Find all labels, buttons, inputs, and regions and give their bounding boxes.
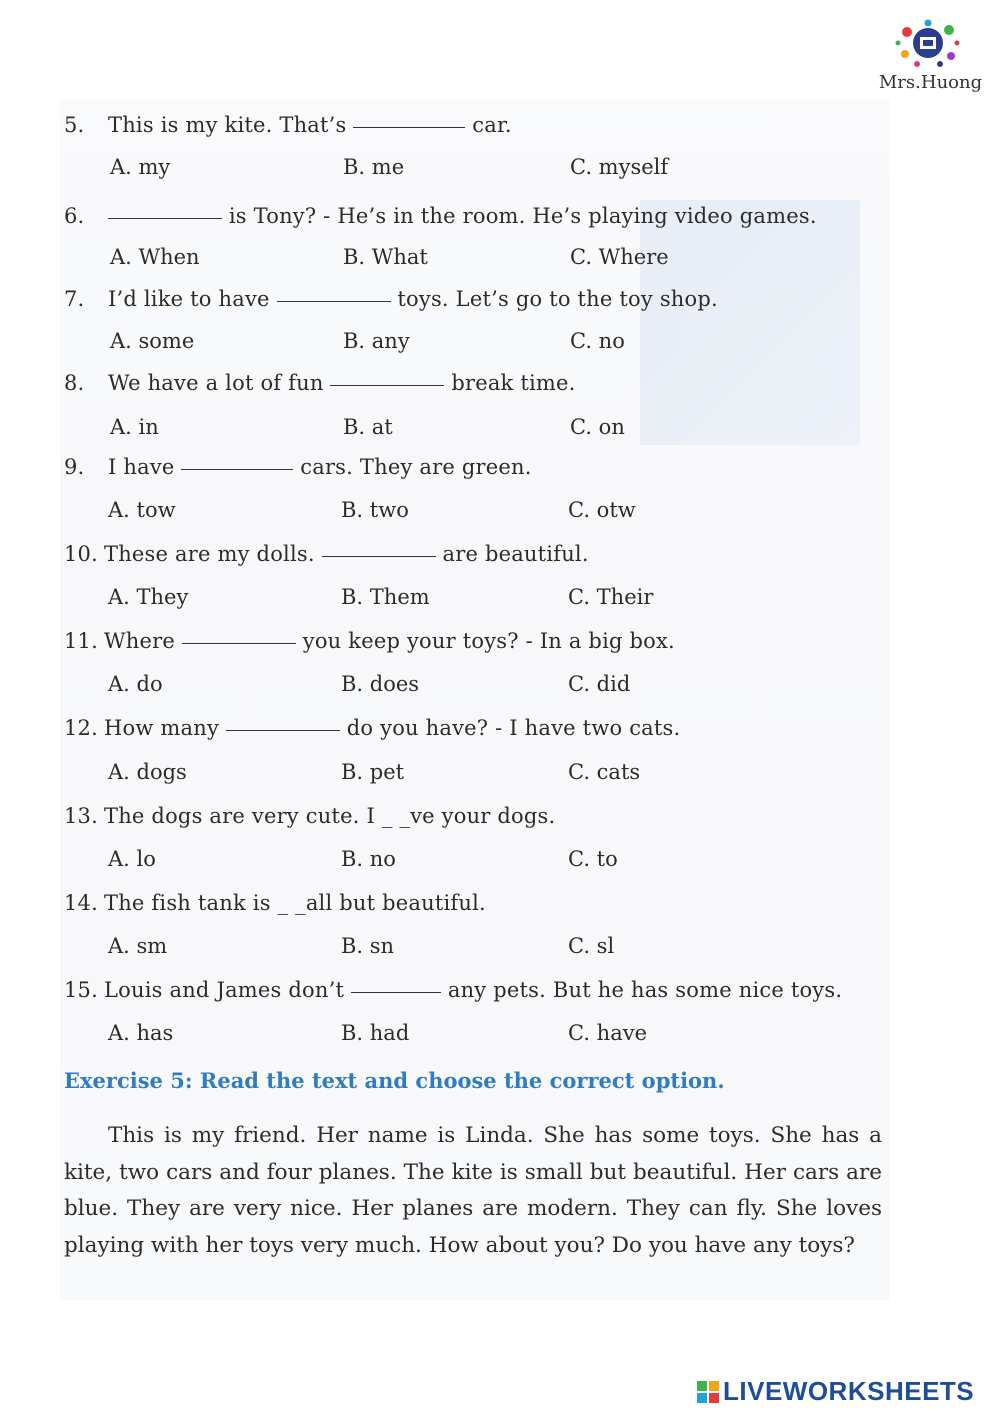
question-text-after: you keep your toys? - In a big box.: [295, 629, 675, 653]
logo-graphic-icon: [893, 18, 963, 68]
question-9: [64, 455, 532, 479]
option-c[interactable]: C. on: [570, 415, 625, 439]
option-a[interactable]: A. has: [108, 1021, 174, 1045]
question-text-after: toys. Let’s go to the toy shop.: [390, 287, 718, 311]
question-number: 5.: [64, 113, 85, 137]
option-a[interactable]: A. They: [108, 585, 189, 609]
question-text-before: This is my kite. That’s: [108, 113, 354, 137]
question-14: [64, 891, 486, 915]
question-number: 7.: [64, 287, 85, 311]
answer-blank[interactable]: [353, 126, 465, 128]
option-b[interactable]: B. does: [341, 672, 420, 696]
question-number: 13.: [64, 804, 98, 828]
answer-blank[interactable]: [322, 555, 436, 557]
answer-blank[interactable]: [182, 642, 296, 644]
option-c[interactable]: C. Where: [570, 245, 669, 269]
option-b[interactable]: B. had: [341, 1021, 410, 1045]
question-text-before: These are my dolls.: [104, 542, 322, 566]
option-b[interactable]: B. Them: [341, 585, 430, 609]
question-5: [64, 113, 512, 137]
question-number: 12.: [64, 716, 98, 740]
option-a[interactable]: A. in: [110, 415, 159, 439]
question-text-before: How many: [104, 716, 226, 740]
question-text-after: are beautiful.: [435, 542, 589, 566]
option-b[interactable]: B. two: [341, 498, 409, 522]
option-a[interactable]: A. tow: [108, 498, 176, 522]
exercise-5-heading: Exercise 5: Read the text and choose the correct option.: [64, 1068, 725, 1093]
question-number: 9.: [64, 455, 85, 479]
question-text-after: do you have? - I have two cats.: [339, 716, 681, 740]
option-b[interactable]: B. any: [343, 329, 410, 353]
option-b[interactable]: B. pet: [341, 760, 405, 784]
question-number: 15.: [64, 978, 98, 1002]
option-c[interactable]: C. Their: [568, 585, 654, 609]
option-c[interactable]: C. have: [568, 1021, 648, 1045]
question-text: The fish tank is _ _all but beautiful.: [104, 891, 486, 915]
answer-blank[interactable]: [351, 991, 441, 993]
liveworksheets-logo-icon: [697, 1381, 719, 1403]
option-a[interactable]: A. dogs: [108, 760, 187, 784]
option-a[interactable]: A. my: [110, 155, 171, 179]
question-13: [64, 804, 555, 828]
option-c[interactable]: C. otw: [568, 498, 636, 522]
question-7: [64, 287, 718, 311]
option-a[interactable]: A. some: [110, 329, 195, 353]
question-6: [64, 204, 817, 228]
question-11: [64, 629, 675, 653]
option-a[interactable]: A. When: [110, 245, 200, 269]
question-12: [64, 716, 680, 740]
question-text-after: cars. They are green.: [293, 455, 532, 479]
option-b[interactable]: B. me: [343, 155, 405, 179]
answer-blank[interactable]: [108, 217, 222, 219]
question-text-before: I’d like to have: [108, 287, 277, 311]
option-c[interactable]: C. to: [568, 847, 618, 871]
question-10: [64, 542, 589, 566]
question-15: [64, 978, 842, 1002]
footer-brand-label: LIVEWORKSHEETS: [723, 1376, 975, 1406]
question-text: The dogs are very cute. I _ _ve your dogs.: [104, 804, 556, 828]
option-c[interactable]: C. cats: [568, 760, 641, 784]
question-8: [64, 371, 576, 395]
option-b[interactable]: B. sn: [341, 934, 395, 958]
option-b[interactable]: B. What: [343, 245, 428, 269]
answer-blank[interactable]: [226, 729, 340, 731]
question-text-after: car.: [465, 113, 512, 137]
question-text-after: any pets. But he has some nice toys.: [440, 978, 843, 1002]
answer-blank[interactable]: [277, 300, 391, 302]
answer-blank[interactable]: [330, 384, 444, 386]
question-text-after: is Tony? - He’s in the room. He’s playing video games.: [222, 204, 817, 228]
option-a[interactable]: A. sm: [108, 934, 168, 958]
footer-brand: [697, 1376, 997, 1408]
question-number: 14.: [64, 891, 98, 915]
logo: [873, 18, 988, 98]
answer-blank[interactable]: [181, 468, 293, 470]
option-b[interactable]: B. no: [341, 847, 396, 871]
question-text-before: I have: [108, 455, 182, 479]
question-text-before: Where: [104, 629, 182, 653]
option-c[interactable]: C. myself: [570, 155, 669, 179]
reading-passage: This is my friend. Her name is Linda. She has some toys. She has a kite, two cars and four planes. The kite is small but beautiful. Her cars are blue. They are very nice. Her planes are modern. They can fly. She loves playing with her toys very much. How about you? Do you have any toys?: [64, 1123, 882, 1258]
question-number: 6.: [64, 204, 85, 228]
option-b[interactable]: B. at: [343, 415, 393, 439]
question-text-before: Louis and James don’t: [104, 978, 351, 1002]
logo-label: Mrs.Huong: [878, 72, 983, 93]
question-text-before: We have a lot of fun: [108, 371, 331, 395]
background-bleed-blue: [640, 200, 860, 445]
option-c[interactable]: C. did: [568, 672, 631, 696]
question-number: 11.: [64, 629, 98, 653]
option-a[interactable]: A. lo: [108, 847, 156, 871]
option-c[interactable]: C. sl: [568, 934, 615, 958]
question-number: 8.: [64, 371, 85, 395]
question-text-after: break time.: [444, 371, 576, 395]
option-c[interactable]: C. no: [570, 329, 625, 353]
question-number: 10.: [64, 542, 98, 566]
option-a[interactable]: A. do: [108, 672, 163, 696]
